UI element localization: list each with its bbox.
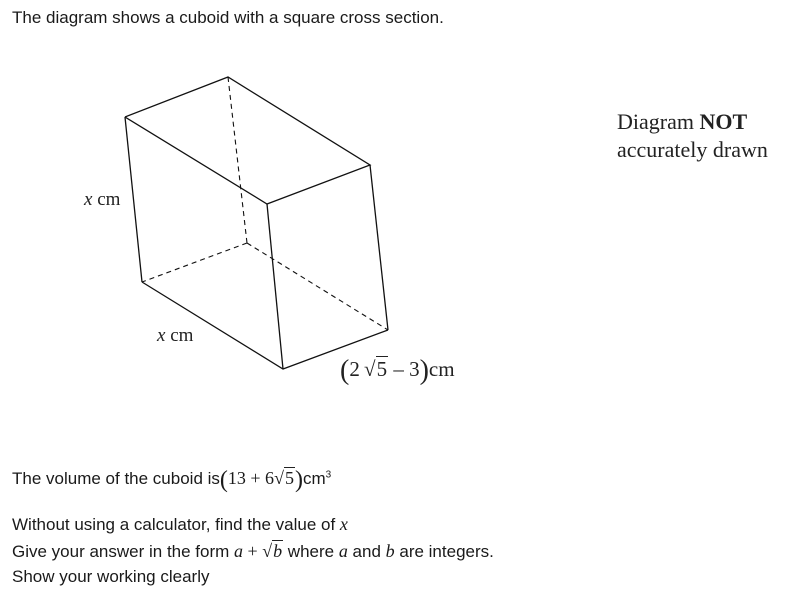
form-b: b (273, 541, 283, 561)
volume-value: 13 + 6 (227, 468, 275, 488)
width-var: x (157, 325, 166, 346)
intro-text: The diagram shows a cuboid with a square cross section. (12, 8, 444, 27)
height-label (84, 189, 120, 211)
length-label: (2 √5 – 3)cm (340, 355, 455, 386)
volume-prefix: The volume of the cuboid is (12, 469, 220, 488)
note-text-2: accurately drawn (617, 137, 768, 162)
height-unit: cm (97, 189, 121, 210)
instruction-2: Give your answer in the form a + √b where a and b are integers. (12, 541, 494, 561)
hidden-edge-right (247, 243, 388, 330)
width-unit: cm (170, 325, 194, 346)
instruction-2-mid: where (283, 542, 339, 561)
volume-text: The volume of the cuboid $is(13 + 6√5)cm^3$ (12, 467, 332, 493)
instruction-3: Show your working clearly (12, 567, 210, 586)
volume-radicand: 5 (284, 468, 294, 488)
instruction-1 (12, 514, 348, 535)
length-radicand: 5 (376, 357, 388, 381)
form-plus: + (243, 541, 263, 561)
diagram-note (617, 108, 768, 164)
width-label (157, 325, 193, 347)
edge-right (370, 165, 388, 330)
hidden-edge-vertical (228, 77, 247, 243)
var-a: a (338, 541, 348, 561)
instruction-1-text: Without using a calculator, find the value of (12, 515, 340, 534)
edge-left (125, 117, 142, 282)
instruction-and: and (347, 542, 386, 561)
length-coef: 2 (349, 357, 360, 381)
volume-unit: cm (302, 469, 326, 488)
instruction-2-prefix: Give your answer in the form (12, 542, 235, 561)
instruction-var-x: x (339, 514, 348, 534)
note-bold: NOT (699, 109, 748, 134)
form-a: a (234, 541, 244, 561)
edge-top (125, 77, 370, 204)
length-minus: – 3 (393, 357, 420, 381)
edge-front (267, 204, 283, 369)
length-unit: cm (428, 357, 455, 381)
hidden-edge-left (142, 243, 247, 282)
instruction-2-suffix: are integers. (394, 542, 494, 561)
var-b: b (385, 541, 395, 561)
note-text: Diagram (617, 109, 700, 134)
height-var: x (84, 189, 93, 210)
volume-exponent: 3 (325, 469, 332, 481)
